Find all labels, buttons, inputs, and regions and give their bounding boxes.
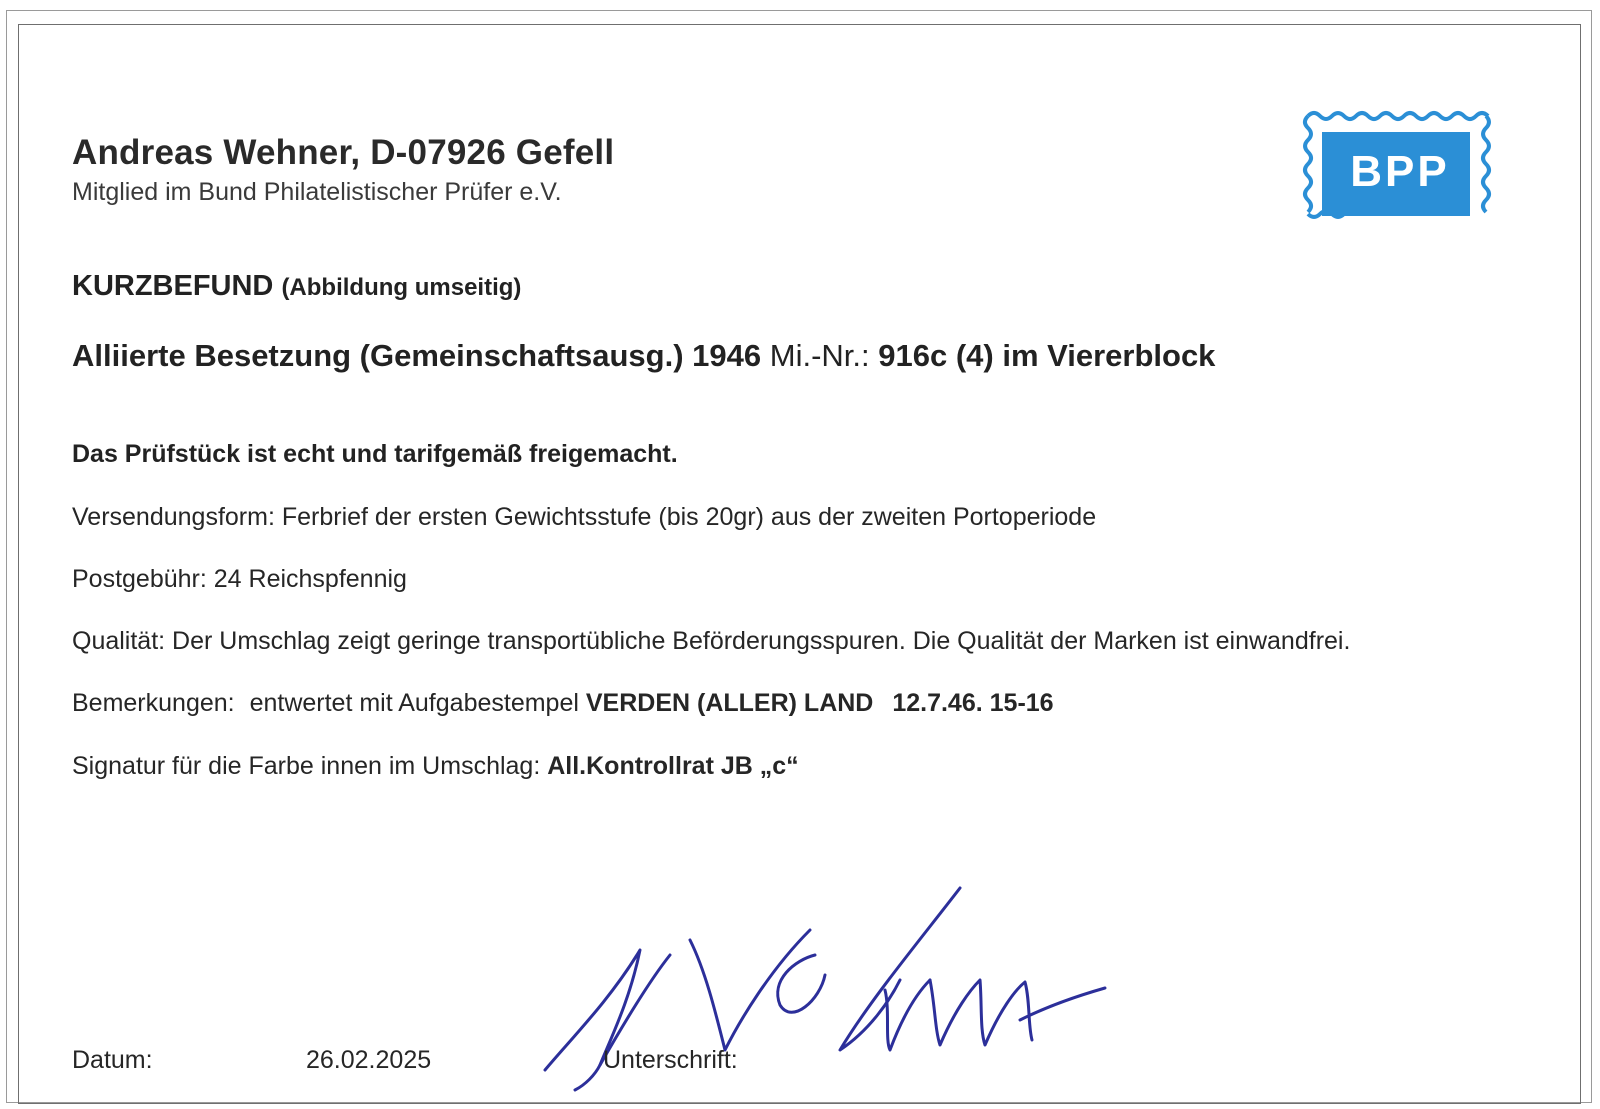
stamp-subject — [72, 338, 1215, 374]
line-signatur — [72, 752, 799, 781]
line-postgebuehr: Postgebühr: 24 Reichspfennig — [72, 565, 407, 593]
date-label: Datum: — [72, 1046, 153, 1074]
title-note: (Abbildung umseitig) — [281, 274, 522, 301]
document-title — [72, 270, 521, 303]
bemerkungen-text: entwertet mit Aufgabestempel — [249, 689, 579, 717]
date-value: 26.02.2025 — [306, 1046, 432, 1074]
bemerkungen-date: 12.7.46. 15-16 — [892, 689, 1054, 717]
subject-number-value: 916c (4) im Viererblock — [878, 338, 1216, 373]
subject-number-label: Mi.-Nr.: — [769, 338, 870, 373]
bpp-stamp-logo — [1302, 110, 1492, 222]
signatur-value: All.Kontrollrat JB „c“ — [547, 752, 799, 780]
line-versendungsform: Versendungsform: Ferbrief der ersten Gewichtsstufe (bis 20gr) aus der zweiten Portoperiode — [72, 503, 1097, 531]
signature-label: Unterschrift: — [603, 1046, 738, 1074]
bemerkungen-place: VERDEN (ALLER) LAND — [585, 689, 874, 717]
bemerkungen-label: Bemerkungen: — [72, 689, 235, 717]
examiner-name: Andreas Wehner, D-07926 Gefell — [72, 133, 615, 172]
examination-result: Das Prüfstück ist echt und tarifgemäß freigemacht. — [72, 440, 678, 468]
subject-issue: Alliierte Besetzung (Gemeinschaftsausg.) 1946 — [72, 338, 762, 373]
line-bemerkungen — [72, 689, 1054, 718]
bpp-logo-text: BPP — [1350, 147, 1450, 196]
signatur-label: Signatur für die Farbe innen im Umschlag: — [72, 752, 541, 780]
examiner-membership: Mitglied im Bund Philatelistischer Prüfer e.V. — [72, 178, 562, 206]
line-qualitaet: Qualität: Der Umschlag zeigt geringe transportübliche Beförderungsspuren. Die Qualität der Marken ist einwandfrei. — [72, 627, 1351, 655]
title-label: KURZBEFUND — [72, 270, 274, 302]
